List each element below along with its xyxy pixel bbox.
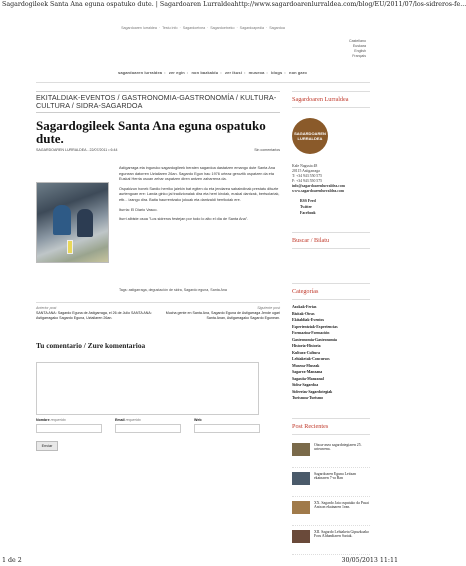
- language-list: [349, 39, 366, 59]
- category-item[interactable]: Esperientziak-Experiencias: [292, 324, 338, 329]
- top-nav-item[interactable]: Sagardoa: [269, 26, 285, 30]
- main-nav-item[interactable]: museoa: [248, 70, 265, 75]
- brand-logo: SAGARDOAREN LURRALDEA: [292, 118, 328, 154]
- main-nav-item[interactable]: zer egin: [168, 70, 185, 75]
- print-header: [2, 1, 466, 8]
- recent-thumb: [292, 501, 310, 514]
- prev-post-link[interactable]: SANTA ANA: Sagardo Eguna de Astigarraga, el 26 de Julio SANTA ANA: Astigarragako Sagardo Eguna, Uztailaren 26an.: [36, 311, 152, 320]
- post-byline: SAGARDOAREN LURRALDEA - 22/07/2011 • 6:44: [36, 148, 118, 152]
- post-categories[interactable]: EKITALDIAK-EVENTOS / GASTRONOMIA-GASTRONOMÍA / KULTURA-CULTURA / SIDRA-SAGARDOA: [36, 91, 280, 113]
- top-nav-item[interactable]: Testu info: [162, 26, 178, 30]
- email-field[interactable]: [115, 424, 181, 433]
- print-date: 30/05/2013 11:11: [341, 557, 398, 564]
- recent-thumb: [292, 443, 310, 456]
- adjacent-posts: [36, 306, 280, 321]
- main-nav-item[interactable]: non garo: [289, 70, 307, 75]
- recent-post[interactable]: XII. Sagardo Lehiaketa Gipuzkoako Foru Aldundiaren Sariak.: [292, 526, 370, 555]
- top-nav-item[interactable]: Sagardoaren lurraldea: [121, 26, 157, 30]
- contact-address: Kale Nagusia 48 20115 Astigarraga T: +34 943 550 575 F: +34 943 550 575 info@sagardoarenlurraldea.com www.sagardoarenlurraldea.com: [292, 164, 345, 193]
- post-tags[interactable]: Tags: astigarraga, degustación de sidra, Sagardo eguna, Santa Ana: [119, 288, 227, 292]
- lang-francais[interactable]: Français: [352, 54, 366, 58]
- rss-link[interactable]: RSS Feed: [300, 199, 316, 203]
- recent-post[interactable]: XX. Sagardo Jaia ospatuko da Pasai Antxon ekainaren 1ean.: [292, 497, 370, 526]
- print-header-title: Sagardogileek Santa Ana eguna ospatuko dute. | Sagardoaren Lurraldea: [2, 1, 235, 8]
- divider: [36, 82, 370, 83]
- main-nav-item[interactable]: blogs: [271, 70, 283, 75]
- top-nav: Sagardoaren lurraldea · Testu info · Sagardoetxea · Sagardoetxeko · Sagardoapedia · Sagardoa: [121, 26, 285, 30]
- recent-post[interactable]: Sagardoaren Eguna Leitzan ekainaren 7-ra Ban: [292, 468, 370, 497]
- lang-english[interactable]: English: [354, 49, 366, 53]
- category-list: [292, 304, 370, 402]
- post-source-link[interactable]: Iturri albiste osoa "Los sidreros festejan por todo lo alto el día de Santa Ana".: [119, 217, 249, 222]
- sidebar: [292, 91, 370, 555]
- category-item[interactable]: Sidra-Sagardoa: [292, 383, 319, 387]
- top-nav-item[interactable]: Sagardoetxea: [182, 26, 206, 30]
- recent-thumb: [292, 530, 310, 543]
- name-label: Nombre requerido: [36, 418, 66, 422]
- category-item[interactable]: Turismoa-Turismo: [292, 396, 324, 400]
- main-nav-item[interactable]: zer ikusi: [225, 70, 242, 75]
- contact-web[interactable]: www.sagardoarenlurraldea.com: [292, 189, 345, 193]
- post-source: Iturria: El Diario Vasco.: [119, 207, 158, 212]
- comment-fields: [36, 418, 280, 433]
- category-item[interactable]: Ekitaldiak-Eventos: [292, 318, 324, 322]
- category-item[interactable]: Formazioa-Formación: [292, 331, 330, 335]
- submit-button[interactable]: Enviar: [36, 441, 58, 451]
- category-item[interactable]: Historia-Historia: [292, 344, 321, 348]
- categories-heading: Categorías: [292, 283, 370, 300]
- recent-posts: [292, 439, 370, 555]
- post-title: Sagardogileek Santa Ana eguna ospatuko dute.: [36, 118, 266, 146]
- web-label: Web: [194, 418, 202, 422]
- social-links: [300, 198, 370, 216]
- lang-euskara[interactable]: Euskara: [352, 44, 366, 48]
- post-body: [36, 166, 280, 284]
- recent-post[interactable]: Otzoa-asea sagardotegiaren 25. urteurrena.: [292, 439, 370, 468]
- category-item[interactable]: Sidrerías-Sagardotegiak: [292, 389, 333, 394]
- category-item[interactable]: Sagarra-Manzana: [292, 370, 323, 374]
- recent-thumb: [292, 472, 310, 485]
- prev-post-label: Anterior post: [36, 306, 57, 310]
- post-paragraph: Astigarraga eta inguruko sagardogileek beraien sagardoa dastatzen emango dute Santa Ana egunean datorren Uztailaren 26an. Sagardo Egun hau 1976 urteaz geroztik ospatzen da eta Euskal Herria osoan zehar ospatzen diren antzen zaharrena da.: [119, 166, 275, 182]
- recent-heading: Post Recientes: [292, 418, 370, 435]
- divider: [36, 302, 280, 303]
- next-post-link[interactable]: Mucha gente en Santa Ana, Sagardo Eguna de Astigarraga Jende ugari Santa Anan, Astigarragako Sagardo Egunean.: [165, 311, 280, 320]
- main-content: [36, 91, 280, 451]
- category-item[interactable]: Bisitak-Otras: [292, 311, 315, 316]
- web-field[interactable]: [194, 424, 260, 433]
- category-item[interactable]: Sagastia-Manzanal: [292, 376, 324, 381]
- comments-link[interactable]: Sin comentarios: [254, 148, 280, 152]
- post-meta: [36, 148, 280, 152]
- post-paragraph: Ospakizun honek Sardio herriko jaiekin bat egiten du eta jendarea sabaindinak prestatu dituzte aurtengoan ere: Landa ginko jai tradizionalak dira eta herri kirolak, euskal dantzak, bertsolariak, etb... izango dira. Baita haurrentzako jokuak eta dantzaldi herrikoiak ere.: [119, 186, 280, 202]
- category-item[interactable]: Lehiaketak-Concursos: [292, 357, 330, 361]
- page-count: 1 de 2: [2, 557, 22, 564]
- post-photo: [36, 182, 109, 263]
- category-item[interactable]: Gastronomia-Gastronomía: [292, 337, 337, 342]
- comment-textarea[interactable]: [36, 362, 259, 415]
- sidebar-heading: Sagardoaren Lurraldea: [292, 91, 370, 108]
- top-nav-item[interactable]: Sagardoetxeko: [210, 26, 235, 30]
- contact-email[interactable]: info@sagardoarenlurraldea.com: [292, 184, 345, 188]
- name-field[interactable]: [36, 424, 102, 433]
- category-item[interactable]: Azokak-Ferias: [292, 305, 317, 309]
- post-text: [119, 166, 280, 227]
- comment-heading: Tu comentario / Zure komentarioa: [36, 341, 146, 350]
- category-item[interactable]: Museoa-Museak: [292, 363, 320, 368]
- print-header-url: http://www.sagardoarenlurraldea.com/blog/EU/2011/07/los-sidreros-fe...: [234, 1, 466, 8]
- search-heading: Buscar / Bilatu: [292, 232, 370, 249]
- main-nav: sagardoaren lurraldea • zer egin • non bazkaldu • zer ikusi • museoa • blogs • non garo: [118, 70, 307, 75]
- site: [36, 22, 370, 539]
- top-nav-item[interactable]: Sagardoapedia: [239, 26, 265, 30]
- email-label: Email requerido: [115, 418, 141, 422]
- next-post-label: Siguiente post: [257, 306, 280, 310]
- facebook-link[interactable]: Facebook: [300, 211, 316, 215]
- main-nav-item[interactable]: non bazkaldu: [191, 70, 219, 75]
- twitter-link[interactable]: Twitter: [300, 205, 312, 209]
- main-nav-item[interactable]: sagardoaren lurraldea: [118, 70, 163, 75]
- lang-castellano[interactable]: Castellano: [349, 39, 366, 43]
- print-footer: [2, 557, 398, 564]
- category-item[interactable]: Kultura-Cultura: [292, 350, 320, 355]
